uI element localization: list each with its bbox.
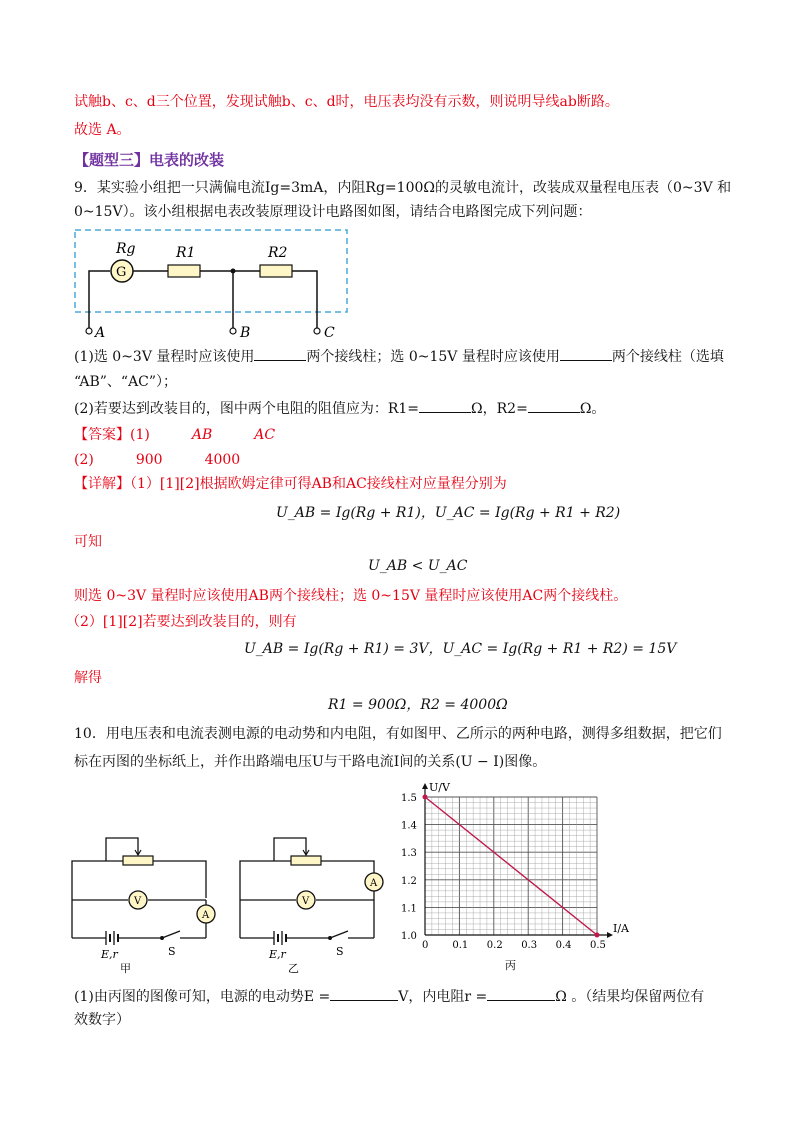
svg-text:A: A <box>95 325 106 340</box>
q10-sub1-line: (1)由丙图的图像可知，电源的电动势E = V，内电阻r = Ω 。（结果均保留两位有 <box>74 986 704 1007</box>
equation-3: U_AB = Ig(Rg + R1) = 3V，U_AC = Ig(Rg + R1 + R2) = 15V <box>244 641 677 657</box>
section-heading: 【题型三】电表的改装 <box>74 151 225 169</box>
resistor-r1 <box>168 265 200 277</box>
q9-sub1-line-2: “AB”、“AC”）； <box>74 374 178 390</box>
y-tick-label: 1.5 <box>401 793 417 804</box>
conclusion-line: 则选 0~3V 量程时应该使用AB两个接线柱；选 0~15V 量程时应该使用AC两个接线柱。 <box>74 588 628 604</box>
equation-4: R1 = 900Ω，R2 = 4000Ω <box>328 697 508 713</box>
y-tick-label: 1.3 <box>401 848 417 860</box>
y-axis-arrow <box>422 783 428 789</box>
equation-2: U_AB < U_AC <box>368 558 468 574</box>
q9-sub2-line: (2)若要达到改装目的，图中两个电阻的阻值应为：R1= Ω，R2= Ω。 <box>74 398 605 419</box>
part2-line: （2）[1][2]若要达到改装目的，则有 <box>66 614 297 630</box>
kezhi: 可知 <box>74 534 102 550</box>
r2-label: R2 <box>268 245 288 261</box>
svg-text:乙: 乙 <box>288 962 299 975</box>
q9-sub1-line: (1)选 0~3V 量程时应该使用 两个接线柱；选 0~15V 量程时应该使用 两个接线柱（选填 <box>74 346 724 367</box>
x-tick-label: 0 <box>422 940 429 951</box>
blank-r[interactable] <box>487 986 555 1001</box>
ui-chart <box>385 780 645 980</box>
circuit-yi <box>236 828 388 978</box>
x-tick-label: 0.2 <box>486 940 503 951</box>
x-tick-label: 0.5 <box>590 940 606 951</box>
y-tick-label: 1.2 <box>401 875 417 887</box>
y-tick-label: 1.1 <box>401 903 417 915</box>
blank-r2[interactable] <box>528 398 580 413</box>
data-point <box>595 933 600 938</box>
circuit-jia <box>68 828 220 978</box>
resistor-r2 <box>260 265 292 277</box>
blank-emf[interactable] <box>330 986 398 1001</box>
svg-text:A: A <box>370 878 378 889</box>
top-line-2: 故选 A。 <box>74 122 131 138</box>
blank-2[interactable] <box>560 346 612 361</box>
svg-text:B: B <box>240 325 251 340</box>
terminal-b <box>230 328 236 334</box>
terminal-c <box>314 328 320 334</box>
detail-line: 【详解】（1）[1][2]根据欧姆定律可得AB和AC接线柱对应量程分别为 <box>74 476 507 492</box>
svg-text:E,r: E,r <box>101 948 118 961</box>
q9-stem-1: 9．某实验小组把一只满偏电流Ig=3mA，内阻Rg=100Ω的灵敏电流计，改装成双量程电压表（0~3V 和 <box>74 180 732 196</box>
svg-text:C: C <box>324 325 335 340</box>
q10-sub1-line-2: 效数字） <box>74 1012 130 1028</box>
x-axis-label: I/A <box>613 922 629 935</box>
answer-line-2: (2) 900 4000 <box>74 452 241 468</box>
svg-text:S: S <box>336 945 344 958</box>
svg-text:甲: 甲 <box>120 962 131 975</box>
svg-text:V: V <box>134 896 142 907</box>
x-tick-label: 0.1 <box>452 940 469 951</box>
data-point <box>423 795 428 800</box>
svg-text:A: A <box>202 910 210 921</box>
svg-text:E,r: E,r <box>269 948 286 961</box>
top-line-1: 试触b、c、d三个位置，发现试触b、c、d时，电压表均没有示数，则说明导线ab断路。 <box>74 94 619 110</box>
rg-label: Rg <box>116 241 136 257</box>
q10-stem-1: 10．用电压表和电流表测电源的电动势和内电阻，有如图甲、乙所示的两种电路，测得多组数据，把它们 <box>74 726 722 742</box>
chart-title: 丙 <box>505 959 516 972</box>
y-tick-label: 1.0 <box>401 931 417 942</box>
r1-label: R1 <box>176 245 196 261</box>
y-axis-label: U/V <box>429 781 450 794</box>
y-tick-label: 1.4 <box>401 820 417 832</box>
equation-1: U_AB = Ig(Rg + R1)，U_AC = Ig(Rg + R1 + R2) <box>276 505 621 521</box>
terminal-a <box>86 328 92 334</box>
series-line <box>425 797 597 935</box>
svg-text:S: S <box>168 945 176 958</box>
jiede: 解得 <box>74 670 102 686</box>
blank-r1[interactable] <box>419 398 471 413</box>
answer-line-1: 【答案】(1) AB AC <box>74 427 276 443</box>
blank-1[interactable] <box>254 346 306 361</box>
q10-stem-2: 标在丙图的坐标纸上，并作出路端电压U与干路电流I间的关系(U − I)图像。 <box>74 754 547 770</box>
x-tick-label: 0.4 <box>555 940 572 951</box>
q9-stem-2: 0~15V）。该小组根据电表改装原理设计电路图如图，请结合电路图完成下列问题： <box>74 204 592 220</box>
galvanometer-label: G <box>116 265 127 280</box>
q9-circuit-diagram <box>70 225 360 340</box>
x-tick-label: 0.3 <box>521 940 538 951</box>
svg-text:V: V <box>302 896 310 907</box>
